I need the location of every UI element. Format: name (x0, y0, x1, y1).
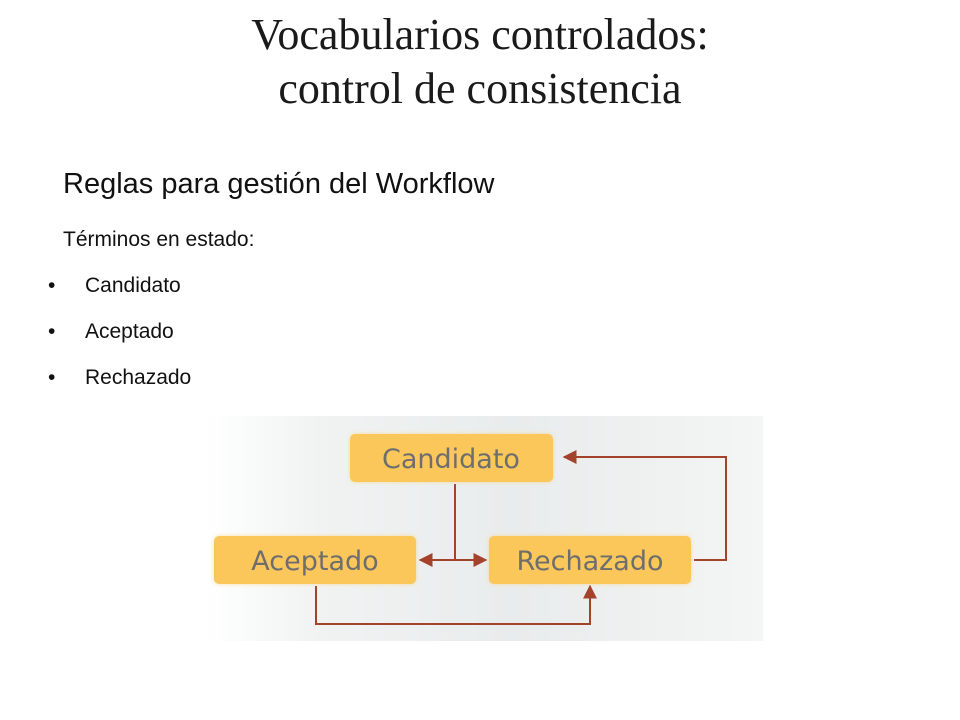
list-item (48, 316, 191, 362)
list-item (48, 270, 191, 316)
bullet-icon: • (48, 320, 56, 343)
slide-title (0, 8, 960, 116)
node-aceptado (214, 536, 416, 584)
list-item-label: Rechazado (85, 366, 192, 389)
node-candidato-label: Candidato (382, 444, 520, 475)
section-heading: Reglas para gestión del Workflow (63, 168, 495, 200)
title-line-2: control de consistencia (278, 64, 682, 113)
bullet-icon: • (48, 274, 56, 297)
bullet-icon: • (48, 366, 56, 389)
workflow-diagram (206, 416, 763, 641)
node-rechazado-label: Rechazado (516, 546, 664, 577)
node-rechazado (489, 536, 691, 584)
node-candidato (350, 434, 553, 482)
node-aceptado-label: Aceptado (251, 546, 379, 577)
list-item-label: Aceptado (85, 320, 174, 343)
intro-text: Términos en estado: (63, 228, 255, 251)
state-list (48, 270, 191, 408)
list-item-label: Candidato (85, 274, 181, 297)
list-item (48, 362, 191, 408)
title-line-1: Vocabularios controlados: (251, 10, 709, 59)
